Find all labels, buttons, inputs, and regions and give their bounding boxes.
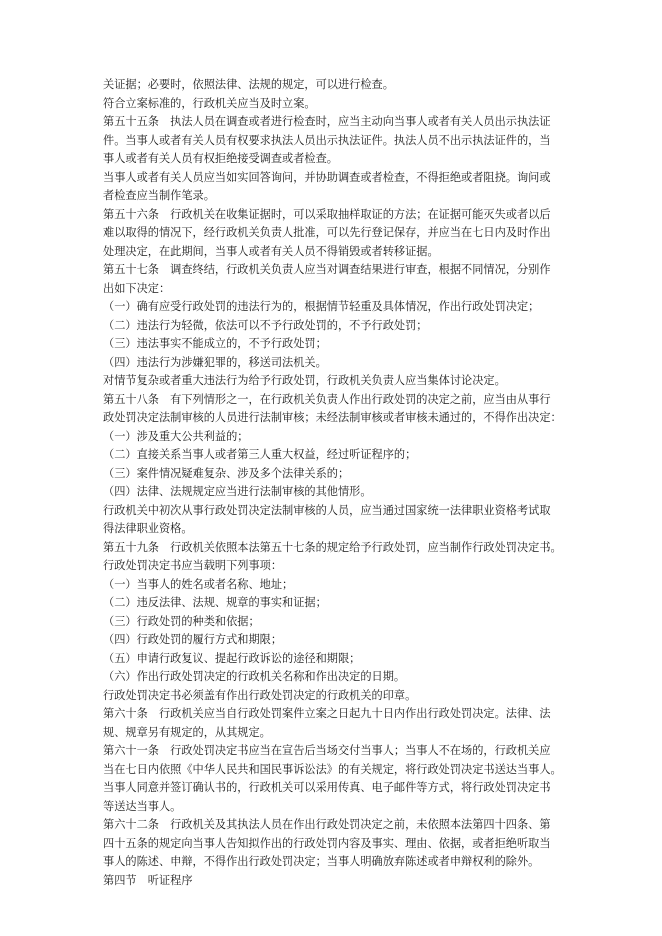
text-line: 对情节复杂或者重大违法行为给予行政处罚，行政机关负责人应当集体讨论决定。 [103,374,506,387]
text-line: 四十五条的规定向当事人告知拟作出的行政处罚内容及事实、理由、依据，或者拒绝听取当 [103,836,551,850]
text-line: （五）申请行政复议、提起行政诉讼的途径和期限； [103,651,361,665]
text-line: （二）违反法律、法规、规章的事实和证据； [103,596,327,609]
text-line: 当事人或者有关人员应当如实回答询问，并协助调查或者检查，不得拒绝或者阻挠。询问或 [103,170,551,184]
text-line: （二）违法行为轻微，依法可以不予行政处罚的，不予行政处罚； [103,318,428,332]
text-line: 者检查应当制作笔录。 [103,189,215,202]
text-line: 第五十七条 调查终结，行政机关负责人应当对调查结果进行审查，根据不同情况，分别作 [103,263,551,276]
text-line: 当事人同意并签订确认书的，行政机关可以采用传真、电子邮件等方式，将行政处罚决定书 [103,781,551,794]
text-line: 第六十二条 行政机关及其执法人员在作出行政处罚决定之前，未依照本法第四十四条、第 [103,818,551,831]
text-line: 得法律职业资格。 [103,522,193,535]
text-line: 处理决定，在此期间，当事人或者有关人员不得销毁或者转移证据。 [103,244,439,258]
text-line: 件。当事人或者有关人员有权要求执法人员出示执法证件。执法人员不出示执法证件的，当 [103,133,551,147]
text-line: 关证据；必要时，依照法律、法规的规定，可以进行检查。 [103,78,394,91]
text-line: 符合立案标准的，行政机关应当及时立案。 [103,96,316,110]
text-line: 第五十八条 有下列情形之一，在行政机关负责人作出行政处罚的决定之前，应当由从事行 [103,392,551,406]
text-line: （一）确有应受行政处罚的违法行为的，根据情节轻重及具体情况，作出行政处罚决定； [103,300,540,313]
document-page [103,76,563,890]
text-line: 第四节 听证程序 [103,873,193,887]
text-line: （三）行政处罚的种类和依据； [103,614,260,628]
text-line: 事人或者有关人员有权拒绝接受调查或者检查。 [103,152,338,165]
text-line: 第五十九条 行政机关依照本法第五十七条的规定给予行政处罚，应当制作行政处罚决定书。 [103,540,562,554]
text-line: （一）当事人的姓名或者名称、地址； [103,577,294,591]
text-line: （四）违法行为涉嫌犯罪的，移送司法机关。 [103,355,327,369]
text-line: （一）涉及重大公共利益的； [103,429,249,443]
text-line: （二）直接关系当事人或者第三人重大权益，经过听证程序的； [103,448,417,461]
text-line: 第六十条 行政机关应当自行政处罚案件立案之日起九十日内作出行政处罚决定。法律、法 [103,707,551,720]
text-line: （四）行政处罚的履行方式和期限； [103,633,283,646]
text-line: （三）案件情况疑难复杂、涉及多个法律关系的； [103,466,350,480]
text-line: 等送达当事人。 [103,799,182,813]
text-line: 行政机关中初次从事行政处罚决定法制审核的人员，应当通过国家统一法律职业资格考试取 [103,503,551,517]
text-line: 难以取得的情况下，经行政机关负责人批准，可以先行登记保存，并应当在七日内及时作出 [103,226,551,239]
text-line: 规、规章另有规定的，从其规定。 [103,725,271,739]
text-line: 行政处罚决定书必须盖有作出行政处罚决定的行政机关的印章。 [103,688,417,702]
text-line: （四）法律、法规规定应当进行法制审核的其他情形。 [103,485,372,498]
text-line: 政处罚决定法制审核的人员进行法制审核；未经法制审核或者审核未通过的，不得作出决定： [103,411,562,424]
text-line: （三）违法事实不能成立的，不予行政处罚； [103,337,327,350]
text-line: 第五十五条 执法人员在调查或者进行检查时，应当主动向当事人或者有关人员出示执法证 [103,115,551,128]
text-line: 第五十六条 行政机关在收集证据时，可以采取抽样取证的方法；在证据可能灭失或者以后 [103,207,551,221]
text-line: （六）作出行政处罚决定的行政机关名称和作出决定的日期。 [103,670,406,683]
text-line: 行政处罚决定书应当载明下列事项： [103,559,283,572]
text-line: 事人的陈述、申辩，不得作出行政处罚决定；当事人明确放弃陈述或者申辩权利的除外。 [103,855,540,868]
text-line: 当在七日内依照《中华人民共和国民事诉讼法》的有关规定，将行政处罚决定书送达当事人。 [103,762,562,776]
text-line: 第六十一条 行政处罚决定书应当在宣告后当场交付当事人；当事人不在场的，行政机关应 [103,744,551,757]
text-line: 出如下决定： [103,281,171,295]
